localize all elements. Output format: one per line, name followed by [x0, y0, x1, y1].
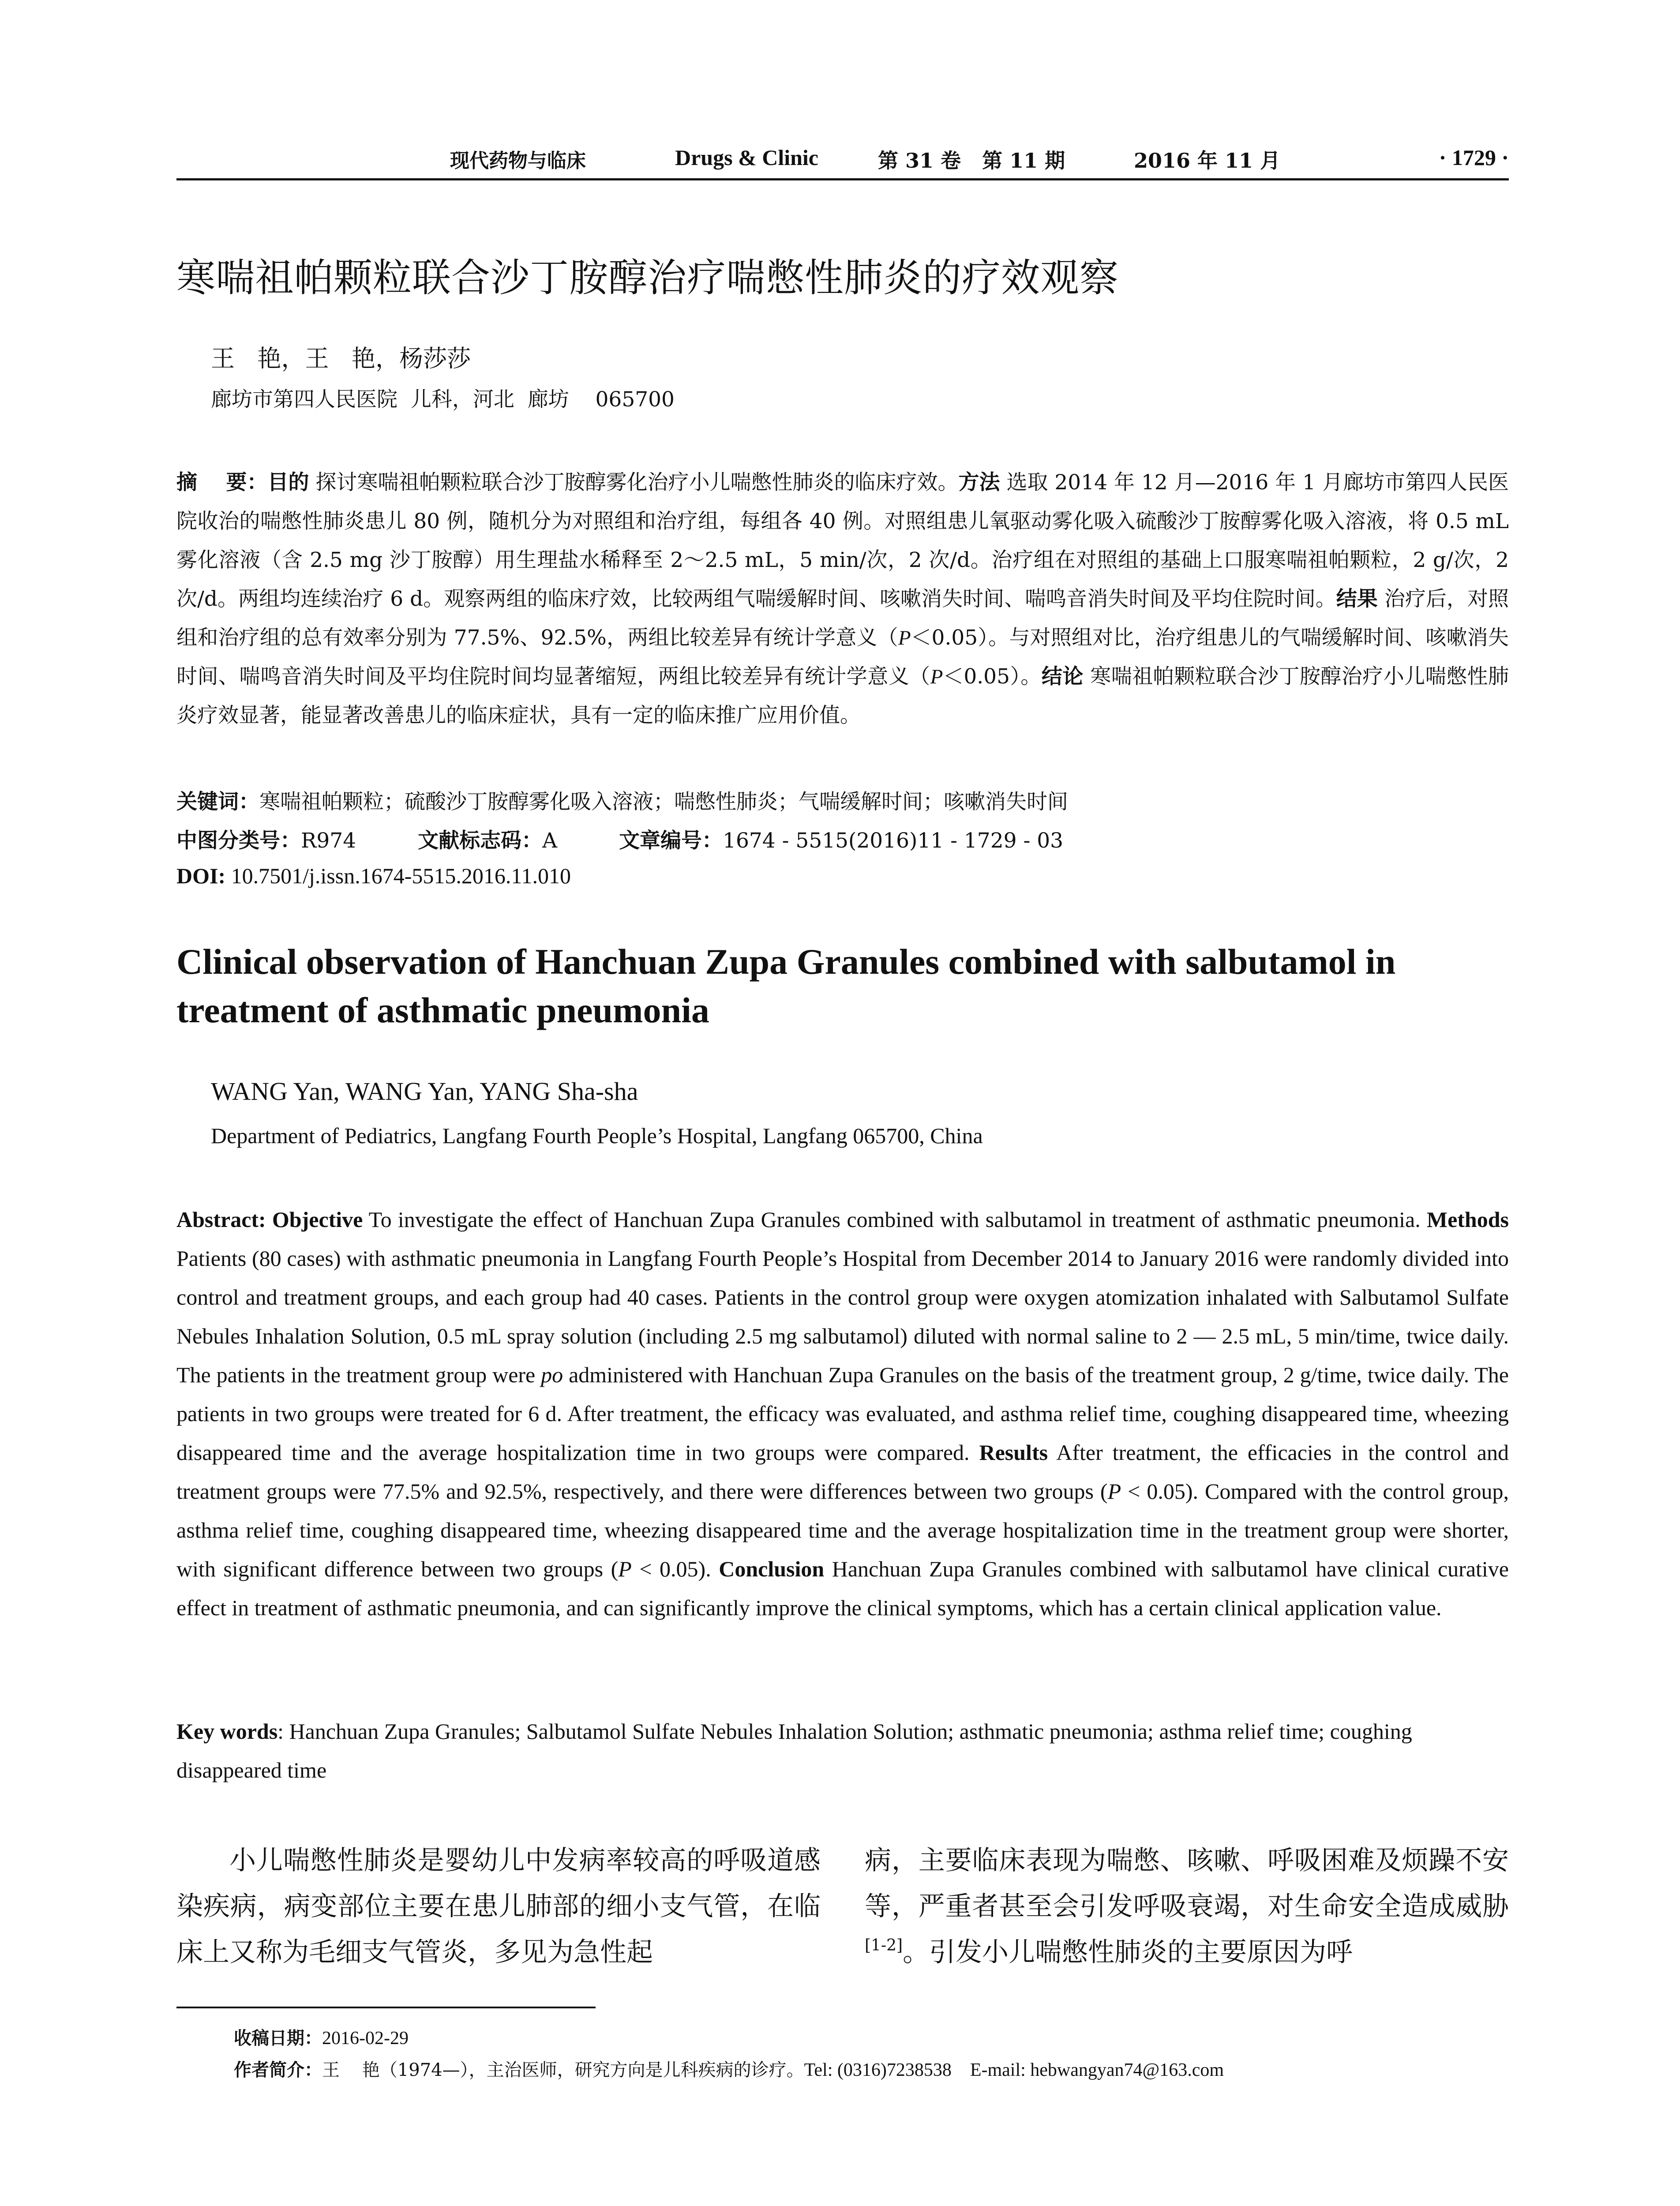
p-value-symbol: P [1107, 1479, 1121, 1504]
article-no-label: 文章编号： [619, 829, 723, 853]
running-header [176, 140, 1509, 180]
results-text-en-2: < 0.05). Compared with the control group, asthma relief time, coughing disappeared time, wheezing disappeared time and the average hospitalization time in the treatment group were shorter, with significant difference between two groups ( [176, 1479, 1509, 1581]
abstract-cn [176, 463, 1509, 735]
results-label-en: Results [979, 1440, 1048, 1465]
header-rule [176, 178, 1509, 180]
doc-code-value: A [542, 829, 558, 853]
keywords-en [176, 1712, 1509, 1790]
conclusion-text-en: Hanchuan Zupa Granules combined with salbutamol have clinical curative effect in treatment of asthmatic pneumonia, and can significantly improve the clinical symptoms, which has a certain clinical application value. [176, 1557, 1509, 1620]
clc-value: R974 [301, 829, 356, 853]
issue-date: 2016 年 11 月 [1134, 149, 1281, 173]
author-contact[interactable]: Tel: (0316)7238538 E-mail: hebwangyan74@163.com [804, 2060, 1224, 2080]
doi-link[interactable]: 10.7501/j.issn.1674-5515.2016.11.010 [225, 863, 571, 888]
journal-name-cn: 现代药物与临床 [450, 150, 586, 172]
p-value-symbol: P [930, 665, 943, 688]
affiliation-en: Department of Pediatrics, Langfang Fourth People’s Hospital, Langfang 065700, China [211, 1123, 983, 1148]
author-bio-text: 王 艳（1974—），主治医师，研究方向是儿科疾病的诊疗。 [322, 2060, 804, 2080]
author-bio-note [234, 2056, 1224, 2081]
keywords-text-cn: 寒喘祖帕颗粒；硫酸沙丁胺醇雾化吸入溶液；喘憋性肺炎；气喘缓解时间；咳嗽消失时间 [259, 790, 1068, 814]
body-column-left: 小儿喘憋性肺炎是婴幼儿中发病率较高的呼吸道感染疾病，病变部位主要在患儿肺部的细小支气管，在临床上又称为毛细支气管炎，多见为急性起 [176, 1845, 821, 1968]
po-term: po [541, 1362, 563, 1387]
results-text-en-1: After treatment, the efficacies in the control and treatment groups were 77.5% and 92.5%, respectively, and there were differences between two groups ( [176, 1440, 1509, 1504]
conclusion-text-cn: 寒喘祖帕颗粒联合沙丁胺醇治疗小儿喘憋性肺炎疗效显著，能显著改善患儿的临床症状，具有一定的临床推广应用价值。 [176, 664, 1509, 728]
results-text-cn-2: ＜0.05）。与对照组对比，治疗组患儿的气喘缓解时间、咳嗽消失时间、喘鸣音消失时间及平均住院时间均显著缩短，两组比较差异有统计学意义（ [176, 626, 1509, 689]
keywords-label-cn: 关键词： [176, 790, 259, 814]
methods-label-en: Methods [1426, 1207, 1509, 1232]
objective-text-en: To investigate the effect of Hanchuan Zupa Granules combined with salbutamol in treatment of asthmatic pneumonia. [363, 1207, 1427, 1232]
doc-code-label: 文献标志码： [418, 829, 543, 853]
received-label: 收稿日期： [234, 2028, 322, 2048]
title-cn: 寒喘祖帕颗粒联合沙丁胺醇治疗喘憋性肺炎的疗效观察 [176, 255, 1119, 300]
abstract-en [176, 1200, 1509, 1627]
authors-cn: 王 艳，王 艳，杨莎莎 [211, 345, 471, 372]
footnote-rule [176, 2007, 596, 2008]
methods-text-en-2: administered with Hanchuan Zupa Granules on the basis of the treatment group, 2 g/time, twice daily. The patients in two groups were treated for 6 d. After treatment, the efficacy was evaluated, and asthma relief time, coughing disappeared time, wheezing disappeared time and the average hospitalization time in two groups were compared. [176, 1362, 1509, 1465]
clc-label: 中图分类号： [176, 829, 301, 853]
p-value-symbol: P [618, 1557, 632, 1581]
doi-label: DOI: [176, 863, 226, 888]
journal-name-en: Drugs & Clinic [675, 145, 818, 170]
objective-text-cn: 探讨寒喘祖帕颗粒联合沙丁胺醇雾化治疗小儿喘憋性肺炎的临床疗效。 [309, 470, 959, 495]
conclusion-label-cn: 结论 [1041, 664, 1084, 689]
keywords-cn [176, 785, 1068, 815]
results-text-cn-3: ＜0.05）。 [943, 664, 1042, 689]
classification-line [176, 824, 1125, 854]
conclusion-label-en: Conclusion [719, 1557, 825, 1581]
body-right-text-1: 病，主要临床表现为喘憋、咳嗽、呼吸困难及烦躁不安等，严重者甚至会引发呼吸衰竭，对生命安全造成威胁 [865, 1845, 1509, 1922]
affiliation-cn: 廊坊市第四人民医院 儿科，河北 廊坊 065700 [211, 387, 675, 412]
methods-text-cn: 选取 2014 年 12 月—2016 年 1 月廊坊市第四人民医院收治的喘憋性肺炎患儿 80 例，随机分为对照组和治疗组，每组各 40 例。对照组患儿氧驱动雾化吸入硫酸沙丁胺醇雾化吸入溶液，将 0.5 mL 雾化溶液（含 2.5 mg 沙丁胺醇）用生理盐水稀释至 2～2.5 mL，5 min/次，2 次/d。治疗组在对照组的基础上口服寒喘祖帕颗粒，2 g/次，2 次/d。两组均连续治疗 6 d。观察两组的临床疗效，比较两组气喘缓解时间、咳嗽消失时间、喘鸣音消失时间及平均住院时间。 [176, 470, 1509, 611]
p-value-symbol: P [898, 627, 911, 649]
results-text-en-3: < 0.05). [631, 1557, 719, 1581]
page-number: · 1729 · [1439, 145, 1509, 170]
article-no-value: 1674 - 5515(2016)11 - 1729 - 03 [723, 829, 1064, 853]
results-label-cn: 结果 [1336, 587, 1378, 611]
keywords-text-en: : Hanchuan Zupa Granules; Salbutamol Sulfate Nebules Inhalation Solution; asthmatic pneumonia; asthma relief time; coughing disappeared time [176, 1719, 1412, 1782]
abstract-label-cn: 摘 要： [176, 470, 268, 495]
body-column-right [865, 1838, 1509, 1975]
keywords-label-en: Key words [176, 1719, 278, 1744]
methods-text-en-1: Patients (80 cases) with asthmatic pneumonia in Langfang Fourth People’s Hospital from December 2014 to January 2016 were randomly divided into control and treatment groups, and each group had 40 cases. Patients in the control group were oxygen atomization inhalated with Salbutamol Sulfate Nebules Inhalation Solution, 0.5 mL spray solution (including 2.5 mg salbutamol) diluted with normal saline to 2 — 2.5 mL, 5 min/time, twice daily. The patients in the treatment group were [176, 1246, 1509, 1387]
received-date: 2016-02-29 [322, 2028, 409, 2048]
results-text-cn-1: 治疗后，对照组和治疗组的总有效率分别为 77.5%、92.5%，两组比较差异有统计学意义（ [176, 587, 1509, 650]
body-right-text-2: 。引发小儿喘憋性肺炎的主要原因为呼 [903, 1937, 1353, 1968]
objective-label-cn: 目的 [267, 470, 309, 495]
authors-en: WANG Yan, WANG Yan, YANG Sha-sha [211, 1077, 638, 1106]
title-en: Clinical observation of Hanchuan Zupa Granules combined with salbutamol in treatment of asthmatic pneumonia [176, 942, 1396, 1030]
methods-label-cn: 方法 [958, 470, 1000, 495]
citation-link[interactable]: [1-2] [865, 1936, 903, 1955]
doi-line [176, 863, 571, 889]
volume-issue: 第 31 卷 第 11 期 [878, 149, 1065, 173]
received-date-note [234, 2024, 409, 2049]
abstract-objective-label-en: Abstract: Objective [176, 1207, 363, 1232]
author-bio-label: 作者简介： [234, 2060, 322, 2080]
